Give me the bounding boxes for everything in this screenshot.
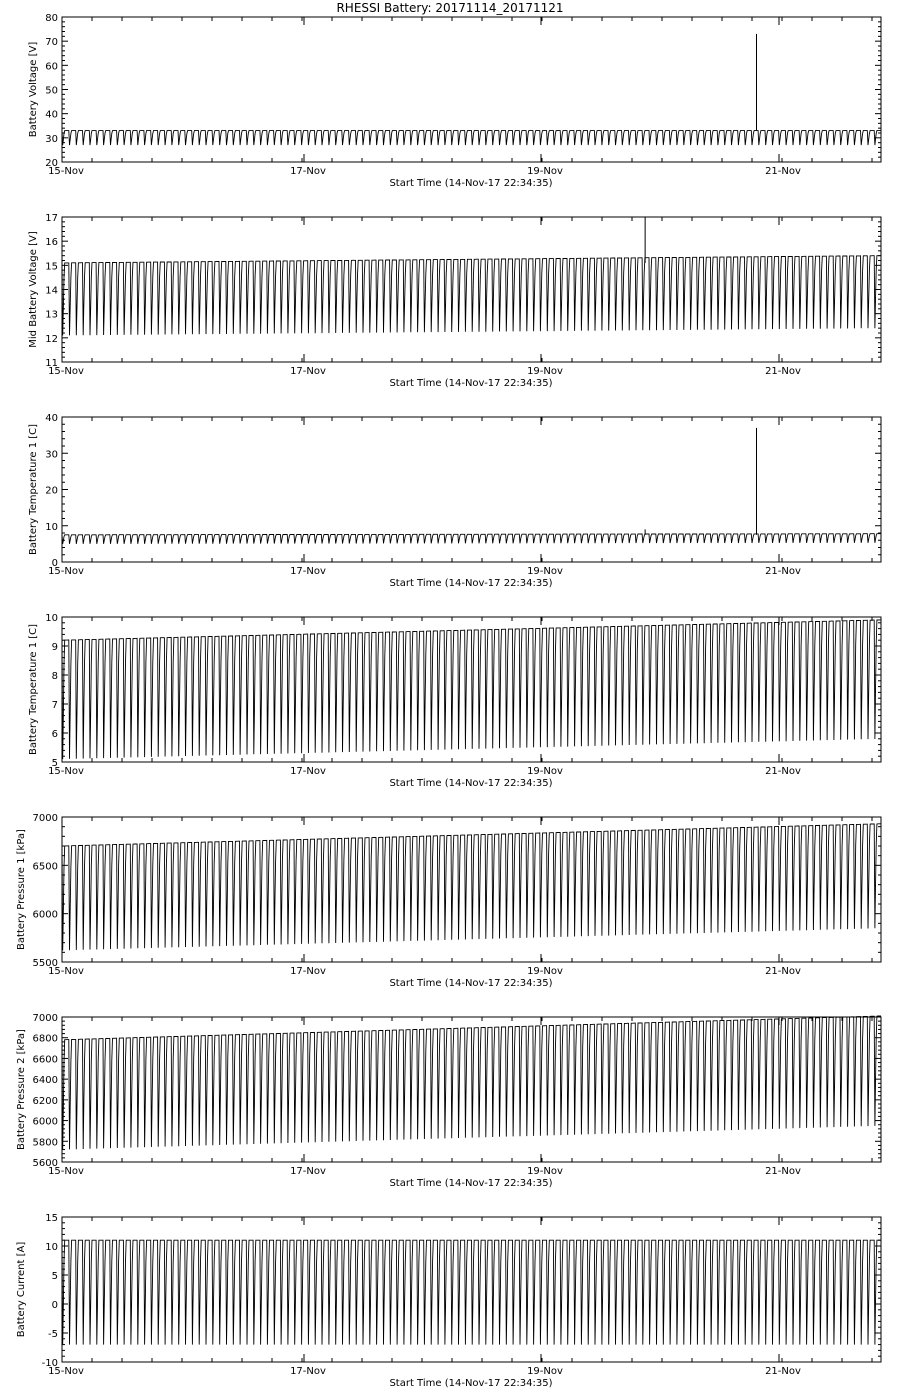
x-tick-label: 17-Nov: [290, 1366, 326, 1377]
chart-panel-6: [16, 1013, 881, 1189]
x-axis-label: Start Time (14-Nov-17 22:34:35): [389, 578, 553, 589]
y-tick-label: 50: [45, 85, 58, 97]
data-series-line: [62, 131, 881, 146]
x-axis-label: Start Time (14-Nov-17 22:34:35): [389, 1378, 553, 1389]
x-tick-label: 21-Nov: [765, 566, 801, 577]
y-tick-label: 6: [51, 729, 58, 740]
y-tick-label: -10: [41, 1358, 58, 1369]
x-axis-label: Start Time (14-Nov-17 22:34:35): [389, 1178, 553, 1189]
x-tick-label: 17-Nov: [290, 166, 326, 177]
chart-panel-1: [28, 13, 881, 189]
chart-panel-2: [28, 213, 881, 389]
y-tick-label: 70: [45, 37, 58, 49]
y-tick-label: 5600: [32, 1158, 58, 1169]
y-tick-label: 6400: [32, 1075, 58, 1087]
y-tick-label: 30: [45, 133, 58, 145]
chart-panel-3: [28, 413, 881, 589]
y-tick-label: 6600: [32, 1054, 58, 1066]
y-tick-label: 10: [45, 1242, 58, 1253]
x-tick-label: 15-Nov: [48, 366, 84, 377]
y-tick-label: 13: [45, 309, 58, 321]
x-tick-label: 19-Nov: [527, 566, 563, 577]
y-axis-label: Battery Voltage [V]: [28, 41, 39, 138]
y-tick-label: 11: [45, 358, 58, 369]
x-tick-label: 15-Nov: [48, 1366, 84, 1377]
data-series-line: [62, 256, 881, 336]
y-tick-label: 30: [45, 449, 58, 461]
y-tick-label: 20: [45, 485, 58, 497]
y-axis-label: Battery Pressure 2 [kPa]: [16, 1029, 27, 1150]
data-series-line: [62, 1016, 881, 1150]
data-series-line: [62, 824, 881, 951]
x-tick-label: 19-Nov: [527, 366, 563, 377]
y-tick-label: 6500: [32, 861, 58, 873]
y-tick-label: 10: [45, 613, 58, 624]
y-axis-label: Mid Battery Voltage [V]: [28, 231, 39, 348]
x-tick-label: 15-Nov: [48, 766, 84, 777]
x-tick-label: 17-Nov: [290, 566, 326, 577]
y-tick-label: 40: [45, 413, 58, 424]
x-tick-label: 21-Nov: [765, 1166, 801, 1177]
x-tick-label: 15-Nov: [48, 966, 84, 977]
x-tick-label: 17-Nov: [290, 366, 326, 377]
data-series-line: [62, 534, 881, 544]
y-tick-label: 17: [45, 213, 58, 224]
chart-panel-7: [16, 1213, 881, 1389]
y-tick-label: 15: [45, 1213, 58, 1224]
x-axis-label: Start Time (14-Nov-17 22:34:35): [389, 978, 553, 989]
y-tick-label: 15: [45, 261, 58, 273]
y-tick-label: 6200: [32, 1095, 58, 1107]
x-tick-label: 19-Nov: [527, 166, 563, 177]
y-tick-label: 14: [45, 285, 58, 297]
chart-panel-4: [28, 613, 881, 789]
y-tick-label: 16: [45, 237, 58, 249]
x-axis-label: Start Time (14-Nov-17 22:34:35): [389, 178, 553, 189]
x-tick-label: 15-Nov: [48, 566, 84, 577]
y-tick-label: 6800: [32, 1033, 58, 1045]
x-tick-label: 21-Nov: [765, 966, 801, 977]
data-series-line: [62, 1240, 881, 1344]
y-axis-label: Battery Pressure 1 [kPa]: [16, 829, 27, 950]
x-tick-label: 19-Nov: [527, 1366, 563, 1377]
data-series-line: [62, 620, 881, 759]
x-tick-label: 15-Nov: [48, 1166, 84, 1177]
x-tick-label: 19-Nov: [527, 766, 563, 777]
y-axis-label: Battery Current [A]: [16, 1241, 27, 1338]
y-tick-label: 8: [51, 671, 58, 682]
x-tick-label: 15-Nov: [48, 166, 84, 177]
y-tick-label: 80: [45, 13, 58, 24]
y-tick-label: 7: [51, 700, 58, 711]
x-tick-label: 17-Nov: [290, 766, 326, 777]
y-tick-label: 6000: [32, 1116, 58, 1128]
y-tick-label: 5500: [32, 958, 58, 969]
y-tick-label: -5: [48, 1329, 58, 1340]
y-tick-label: 9: [51, 642, 58, 653]
y-axis-label: Battery Temperature 1 [C]: [28, 423, 39, 556]
y-tick-label: 0: [51, 1300, 58, 1311]
y-tick-label: 12: [45, 333, 58, 345]
y-axis-label: Battery Temperature 1 [C]: [28, 623, 39, 756]
y-tick-label: 10: [45, 521, 58, 533]
x-axis-label: Start Time (14-Nov-17 22:34:35): [389, 778, 553, 789]
x-tick-label: 21-Nov: [765, 166, 801, 177]
y-tick-label: 0: [51, 558, 58, 569]
x-tick-label: 19-Nov: [527, 1166, 563, 1177]
y-tick-label: 20: [45, 158, 58, 169]
x-tick-label: 21-Nov: [765, 366, 801, 377]
y-tick-label: 60: [45, 61, 58, 73]
y-tick-label: 5800: [32, 1137, 58, 1149]
y-tick-label: 5: [51, 758, 58, 769]
y-tick-label: 6000: [32, 909, 58, 921]
x-tick-label: 21-Nov: [765, 766, 801, 777]
x-tick-label: 17-Nov: [290, 1166, 326, 1177]
x-tick-label: 19-Nov: [527, 966, 563, 977]
y-tick-label: 40: [45, 109, 58, 121]
y-tick-label: 7000: [32, 813, 58, 824]
y-tick-label: 7000: [32, 1013, 58, 1024]
x-tick-label: 17-Nov: [290, 966, 326, 977]
chart-panel-5: [16, 813, 881, 989]
chart-title: RHESSI Battery: 20171114_20171121: [336, 1, 564, 15]
x-tick-label: 21-Nov: [765, 1366, 801, 1377]
y-tick-label: 5: [51, 1271, 58, 1282]
x-axis-label: Start Time (14-Nov-17 22:34:35): [389, 378, 553, 389]
